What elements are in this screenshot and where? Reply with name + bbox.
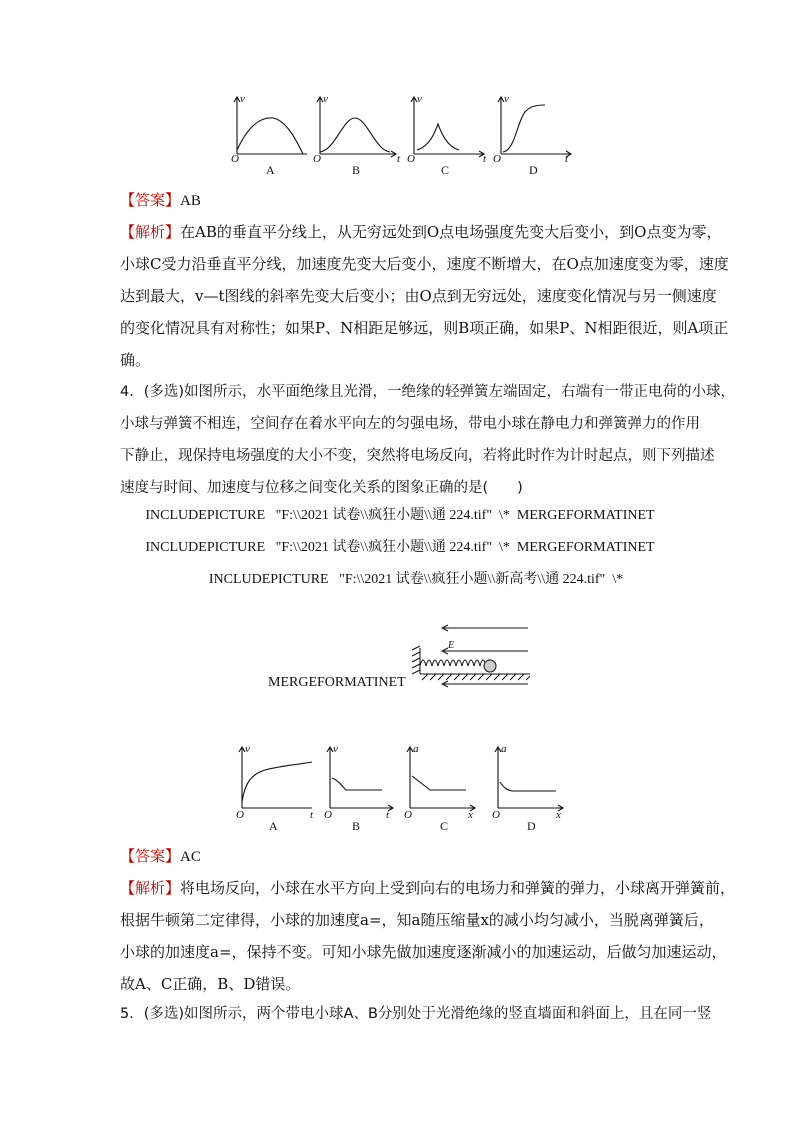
axis-t-label: t [386,809,390,821]
graph-b [327,747,393,811]
origin-label: O [492,809,500,821]
axis-v-label: v [245,743,250,755]
origin-label: O [493,153,501,165]
q3-analysis-line: 确。 [120,351,151,369]
include-picture-field: INCLUDEPICTURE "F:\\2021 试卷\\疯狂小题\\通 224.tif" \* MERGEFORMATINET [145,508,655,523]
field-label: E [448,640,455,651]
q3-analysis-line: 的变化情况具有对称性；如果P、N相距足够远，则B项正确，如果P、N相距很近，则A项正 [120,319,729,337]
axis-v-label: v [504,93,509,105]
charged-ball [484,660,496,672]
q4-answer-line [120,846,690,867]
q4-question-line: 小球与弹簧不相连，空间存在着水平向左的匀强电场，带电小球在静电力和弹簧弹力的作用 [120,416,700,432]
vt-graphs-figure [225,92,585,180]
q4-option-graphs [230,742,570,834]
axis-t-label: t [397,153,401,165]
axis-v-label: v [240,93,245,105]
q4-question-line: 下静止，现保持电场强度的大小不变，突然将电场反向，若将此时作为计时起点，则下列描述 [120,448,715,464]
include-picture-field: INCLUDEPICTURE "F:\\2021 试卷\\疯狂小题\\通 224.tif" \* MERGEFORMATINET [145,540,655,555]
graph-label-a: A [269,819,278,833]
graph-a [239,747,312,808]
axis-x-label: x [556,809,561,821]
origin-label: O [313,153,321,165]
origin-label: O [236,809,244,821]
axis-t-label: t [310,809,314,821]
graph-label-b: B [352,819,361,833]
graph-c [407,747,475,811]
answer-tag: 【答案】 [120,191,181,209]
origin-label: O [231,153,239,165]
axis-v-label: v [417,93,422,105]
axis-t-label: t [483,153,487,165]
q5-question-line: 5．(多选)如图所示，两个带电小球A、B分别处于光滑绝缘的竖直墙面和斜面上，且在同一竖 [120,1006,712,1022]
q4-question-line: 速度与时间、加速度与位移之间变化关系的图象正确的是( ) [120,480,523,496]
origin-label: O [324,809,332,821]
q4-analysis-line [120,878,736,898]
q3-analysis-line [120,222,722,242]
graph-d [498,97,571,157]
q4-analysis-line: 小球的加速度a=，保持不变。可知小球先做加速度逐渐减小的加速运动，后做匀加速运动， [120,943,727,961]
origin-label: O [407,153,415,165]
q3-analysis-line: 小球C受力沿垂直平分线，加速度先变大后变小，速度不断增大，在O点加速度变为零，速度 [120,255,729,273]
graph-label-d: D [529,163,538,177]
analysis-text: 将电场反向，小球在水平方向上受到向右的电场力和弹簧的弹力，小球离开弹簧前， [180,879,736,897]
graph-label-c: C [441,163,450,177]
q4-question-line: 4．(多选)如图所示，水平面绝缘且光滑，一绝缘的轻弹簧左端固定，右端有一带正电荷的小球， [120,384,736,400]
q4-analysis-line: 根据牛顿第二定律得，小球的加速度a=，知a随压缩量x的减小均匀减小，当脱离弹簧后， [120,911,714,929]
axis-a-label: a [501,743,507,755]
axis-t-label: t [565,153,569,165]
graph-label-a: A [266,163,275,177]
graph-c [411,97,484,157]
answer-value: AC [180,849,201,865]
answer-value: AB [180,193,201,209]
graph-d [495,747,563,811]
axis-x-label: x [468,809,473,821]
answer-tag: 【答案】 [120,847,181,865]
axis-v-label: v [323,93,328,105]
graph-label-d: D [527,819,536,833]
origin-label: O [404,809,412,821]
analysis-text: 在AB的垂直平分线上，从无穷远处到O点电场强度先变大后变小，到O点变为零， [180,223,722,241]
axis-a-label: a [413,743,419,755]
q3-analysis-line: 达到最大，v—t图线的斜率先变大后变小；由O点到无穷远处，速度变化情况与另一侧速度 [120,287,717,305]
graph-label-b: B [352,163,361,177]
q4-analysis-line: 故A、C正确，B、D错误。 [120,975,301,993]
analysis-tag: 【解析】 [120,879,181,897]
graph-label-c: C [440,819,449,833]
include-picture-field: INCLUDEPICTURE "F:\\2021 试卷\\疯狂小题\\新高考\\通 224.tif" \* [208,572,624,587]
mergeformat-field: MERGEFORMATINET [268,675,406,690]
q3-answer-line [120,190,690,211]
spring-apparatus-diagram [408,622,533,690]
axis-v-label: v [333,743,338,755]
analysis-tag: 【解析】 [120,223,181,241]
graph-b [317,97,396,157]
graph-a [234,97,307,154]
